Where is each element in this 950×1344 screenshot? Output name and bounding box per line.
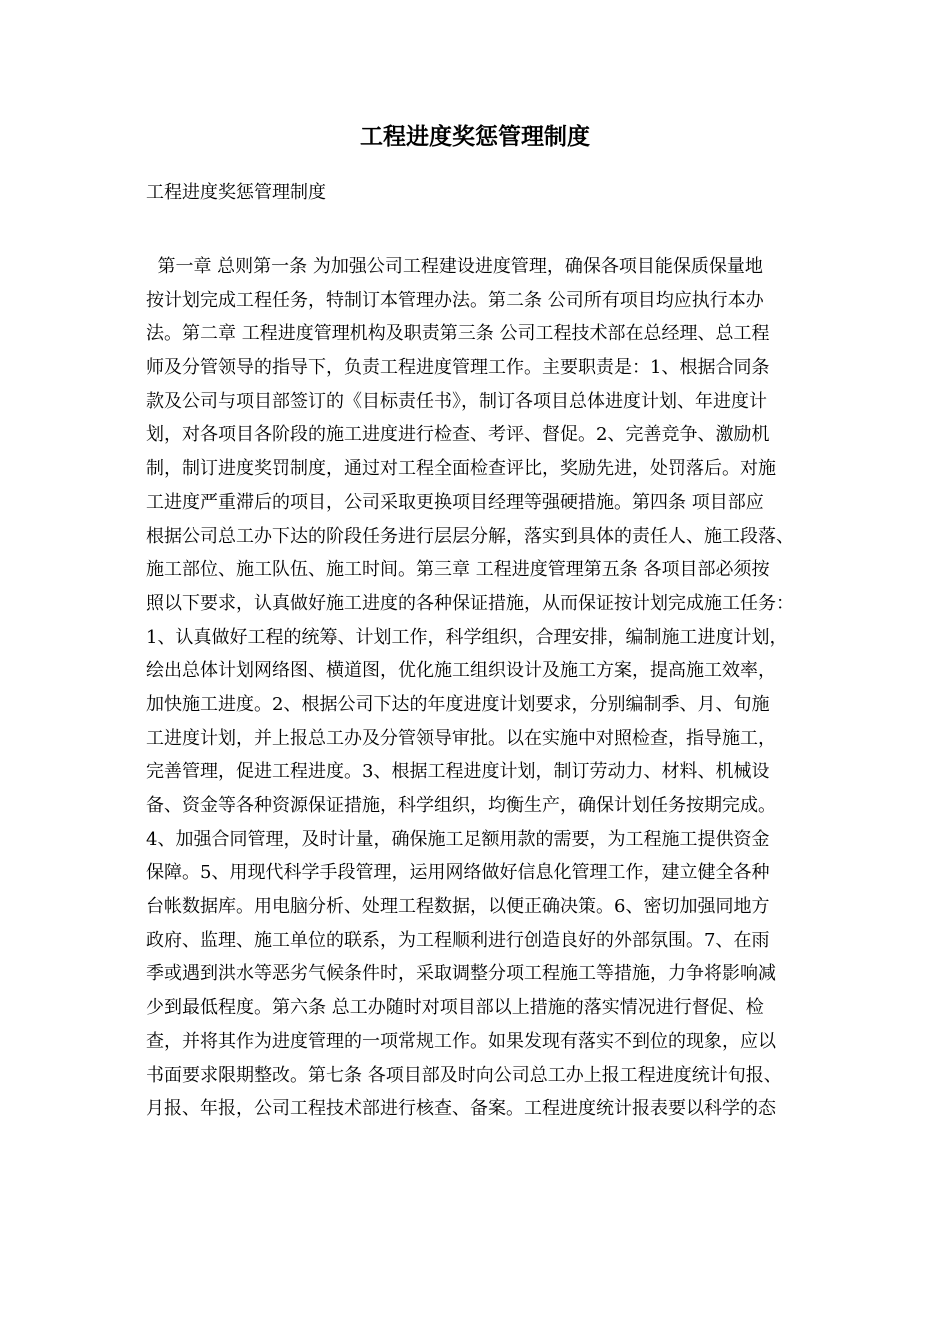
- paragraph-line: 工进度计划，并上报总工办及分管领导审批。以在实施中对照检查，指导施工，: [146, 727, 776, 749]
- paragraph-line: 施工部位、施工队伍、施工时间。第三章 工程进度管理第五条 各项目部必须按: [146, 559, 770, 581]
- document-subtitle: 工程进度奖惩管理制度: [146, 182, 326, 203]
- paragraph-line: 制，制订进度奖罚制度，通过对工程全面检查评比，奖励先进，处罚落后。对施: [146, 458, 776, 480]
- paragraph-line: 政府、监理、施工单位的联系，为工程顺利进行创造良好的外部氛围。7、在雨: [146, 929, 770, 951]
- paragraph-line: 师及分管领导的指导下，负责工程进度管理工作。主要职责是：1、根据合同条: [146, 357, 770, 379]
- paragraph-line: 款及公司与项目部签订的《目标责任书》，制订各项目总体进度计划、年进度计: [146, 390, 767, 412]
- paragraph-line: 备、资金等各种资源保证措施，科学组织，均衡生产，确保计划任务按期完成。: [146, 795, 776, 816]
- paragraph-line: 完善管理，促进工程进度。3、根据工程进度计划，制订劳动力、材料、机械设: [146, 761, 770, 783]
- paragraph-line: 少到最低程度。第六条 总工办随时对项目部以上措施的落实情况进行督促、检: [146, 997, 764, 1019]
- paragraph-line: 查，并将其作为进度管理的一项常规工作。如果发现有落实不到位的现象，应以: [146, 1030, 776, 1052]
- paragraph-line: 季或遇到洪水等恶劣气候条件时，采取调整分项工程施工等措施，力争将影响减: [146, 963, 776, 985]
- paragraph-line: 划，对各项目各阶段的施工进度进行检查、考评、督促。2、完善竞争、激励机: [146, 424, 770, 446]
- paragraph-line: 台帐数据库。用电脑分析、处理工程数据，以便正确决策。6、密切加强同地方: [146, 896, 770, 918]
- paragraph-line: 第一章 总则第一条 为加强公司工程建设进度管理，确保各项目能保质保量地: [146, 256, 763, 277]
- paragraph-line: 保障。5、用现代科学手段管理，运用网络做好信息化管理工作，建立健全各种: [146, 862, 770, 884]
- paragraph-line: 加快施工进度。2、根据公司下达的年度进度计划要求，分别编制季、月、旬施: [146, 693, 770, 715]
- paragraph-line: 书面要求限期整改。第七条 各项目部及时向公司总工办上报工程进度统计旬报、: [146, 1064, 782, 1086]
- paragraph-line: 法。第二章 工程进度管理机构及职责第三条 公司工程技术部在总经理、总工程: [146, 323, 770, 345]
- paragraph-line: 照以下要求，认真做好施工进度的各种保证措施，从而保证按计划完成施工任务：: [146, 592, 794, 614]
- paragraph-line: 1、认真做好工程的统筹、计划工作，科学组织，合理安排，编制施工进度计划，: [146, 626, 788, 648]
- paragraph-line: 绘出总体计划网络图、横道图，优化施工组织设计及施工方案，提高施工效率，: [146, 660, 776, 682]
- paragraph-line: 月报、年报，公司工程技术部进行核查、备案。工程进度统计报表要以科学的态: [146, 1098, 776, 1120]
- paragraph-line: 工进度严重滞后的项目，公司采取更换项目经理等强硬措施。第四条 项目部应: [146, 491, 764, 513]
- paragraph-line: 根据公司总工办下达的阶段任务进行层层分解，落实到具体的责任人、施工段落、: [146, 525, 794, 547]
- paragraph-line: 按计划完成工程任务，特制订本管理办法。第二条 公司所有项目均应执行本办: [146, 289, 764, 311]
- document-body: [146, 250, 826, 1126]
- paragraph-line: 4、加强合同管理，及时计量，确保施工足额用款的需要，为工程施工提供资金: [146, 828, 770, 850]
- document-title: 工程进度奖惩管理制度: [360, 123, 590, 150]
